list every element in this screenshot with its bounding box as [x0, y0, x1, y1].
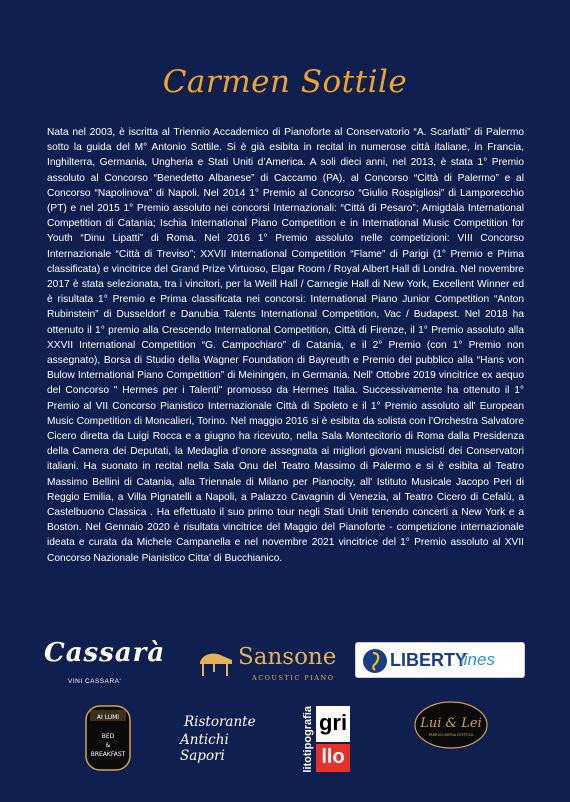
sansone-caption: ACOUSTIC PIANO [252, 674, 335, 682]
grillo-bottom: llo [316, 744, 350, 772]
sansone-name: Sansone [238, 644, 337, 670]
grillo-vertical: litotipografia [302, 706, 314, 773]
lantern-icon [80, 700, 136, 774]
biography-text: Nata nel 2003, è iscritta al Triennio Accademico di Pianoforte al Conservatorio “A. Scarlatti” di Palermo sotto la guida del M° Antonio Sottile. Si è già esibita in recital in numerose città italiane, in Francia, Inghilterra, Germania, Ungheria e Stati Uniti d’America. A soli dieci anni, nel 2013, è stata 1° Premio assoluto al Concorso “Benedetto Albanese” di Caccamo (PA), al Concorso “Città di Palermo” e al Concorso “Napolinova” di Napoli. Nel 2014 1° Premio al Concorso “Giulio Rospigliosi” di Lamporecchio (PT) e nel 2015 1° Premio assoluto nei concorsi Internazionali: “Città di Pesaro”; Amigdala International Competition di Catania; Ischia International Piano Competition e in International Music Competition for Youth “Dinu Lipatti” di Roma. Nel 2016 1° Premio assoluto nelle competizioni: VIII Concorso Internazionale “Città di Treviso”; XXVII International Competition “Flame” di Parigi (1° Premio e Prima classificata) e vincitrice del Grand Prize Virtuoso, Elgar Room / Royal Albert Hall di Londra. Nel novembre 2017 è stata selezionata, tra i vincitori, per la Weill Hall / Carnegie Hall di New York, Excellent Winner ed è risultata 1° Premio e Prima classificata nei concorsi: International Piano Junior Competition “Anton Rubinstein” di Dusseldorf e Danubia Talents International Competition, Vac / Budapest. Nel 2018 ha ottenuto il 1° premio alla Crescendo International Competition, Città di Firenze, il 1° Premio assoluto alla XXVII International Competition “G. Campochiaro” di Catania, e il 2° Premio (con 1° Premio non assegnato), Borsa di Studio della Wagner Foundation di Bayreuth e Premio del pubblico alla “Hans von Bulow International Piano Competition” di Meiningen, in Germania. Nell' Ottobre 2019 vincitrice ex aequo del Concorso " Hermes per i Talenti" promosso da Hermes Italia. Successivamente ha ottenuto il 1° Premio al VII Concorso Pianistico Internazionale Città di Spoleto e il 1° Premio assoluto all' European Music Competition di Moncalieri, Torino. Nel maggio 2016 si è esibita da solista con l’Orchestra Salvatore Cicero diretta da Luigi Rocca e a giugno ha ricevuto, nella Sala Montecitorio di Roma dalla Presidenza della Camera dei Deputati, la Medaglia d’onore assegnata ai migliori giovani musicisti dei Conservatori italiani. Ha suonato in recital nella Sala Onu del Teatro Massimo di Palermo e si è esibita al Teatro Massimo Bellini di Catania, alla Triennale di Milano per Pianocity, all' Istituto Musicale Jacopo Peri di Reggio Emilia, a Villa Pignatelli a Napoli, a Palazzo Cavagnin di Venezia, al Teatro Cicero di Cefalù, a Castelbuono Classica . Ha effettuato il suo primo tour negli Stati Uniti tenendo concerti a New York e a Boston. Nel Gennaio 2020 è risultata vincitrice del Maggio del Pianoforte - competizione internazionale ideata e curata da Michele Campanella e nel novembre 2021 vincitrice del 1° Premio assoluto al XVII Concorso Nazionale Pianistico Citta' di Bucchianico. [47, 127, 524, 564]
page-title: Carmen Sottile [162, 64, 408, 100]
alumi-line1: AI LUMI [96, 714, 120, 721]
cassara-caption: VINI CASSARA' [68, 678, 122, 685]
alumi-line2: BED [101, 733, 115, 740]
logo-lui-lei [412, 700, 490, 750]
logo-ai-lumi [80, 700, 136, 774]
grillo-top: gri [316, 706, 350, 742]
cassara-script: Cassarà [44, 638, 166, 668]
liberty-lines: lines [460, 650, 495, 669]
grand-piano-icon [198, 650, 234, 680]
ristorante-line2: Antichi Sapori [180, 732, 229, 764]
sponsor-logos [0, 628, 570, 788]
logo-ristorante [180, 714, 270, 764]
luilei-caption: PARRUCCHIERIA ESTETICA [428, 733, 474, 737]
logo-sansone-piano [198, 642, 348, 686]
liberty-brand: LIBERTY [390, 650, 468, 670]
alumi-line3: & [105, 742, 111, 749]
lui-lei-badge-icon [412, 700, 490, 750]
seahorse-icon [362, 647, 388, 675]
ristorante-line1: Ristorante [184, 714, 256, 730]
logo-liberty-lines [355, 642, 525, 678]
luilei-name: Lui & Lei [420, 716, 482, 731]
logo-vini-cassara [44, 638, 164, 690]
logo-grillo [300, 700, 360, 774]
alumi-line4: BREAKFAST [90, 751, 126, 758]
